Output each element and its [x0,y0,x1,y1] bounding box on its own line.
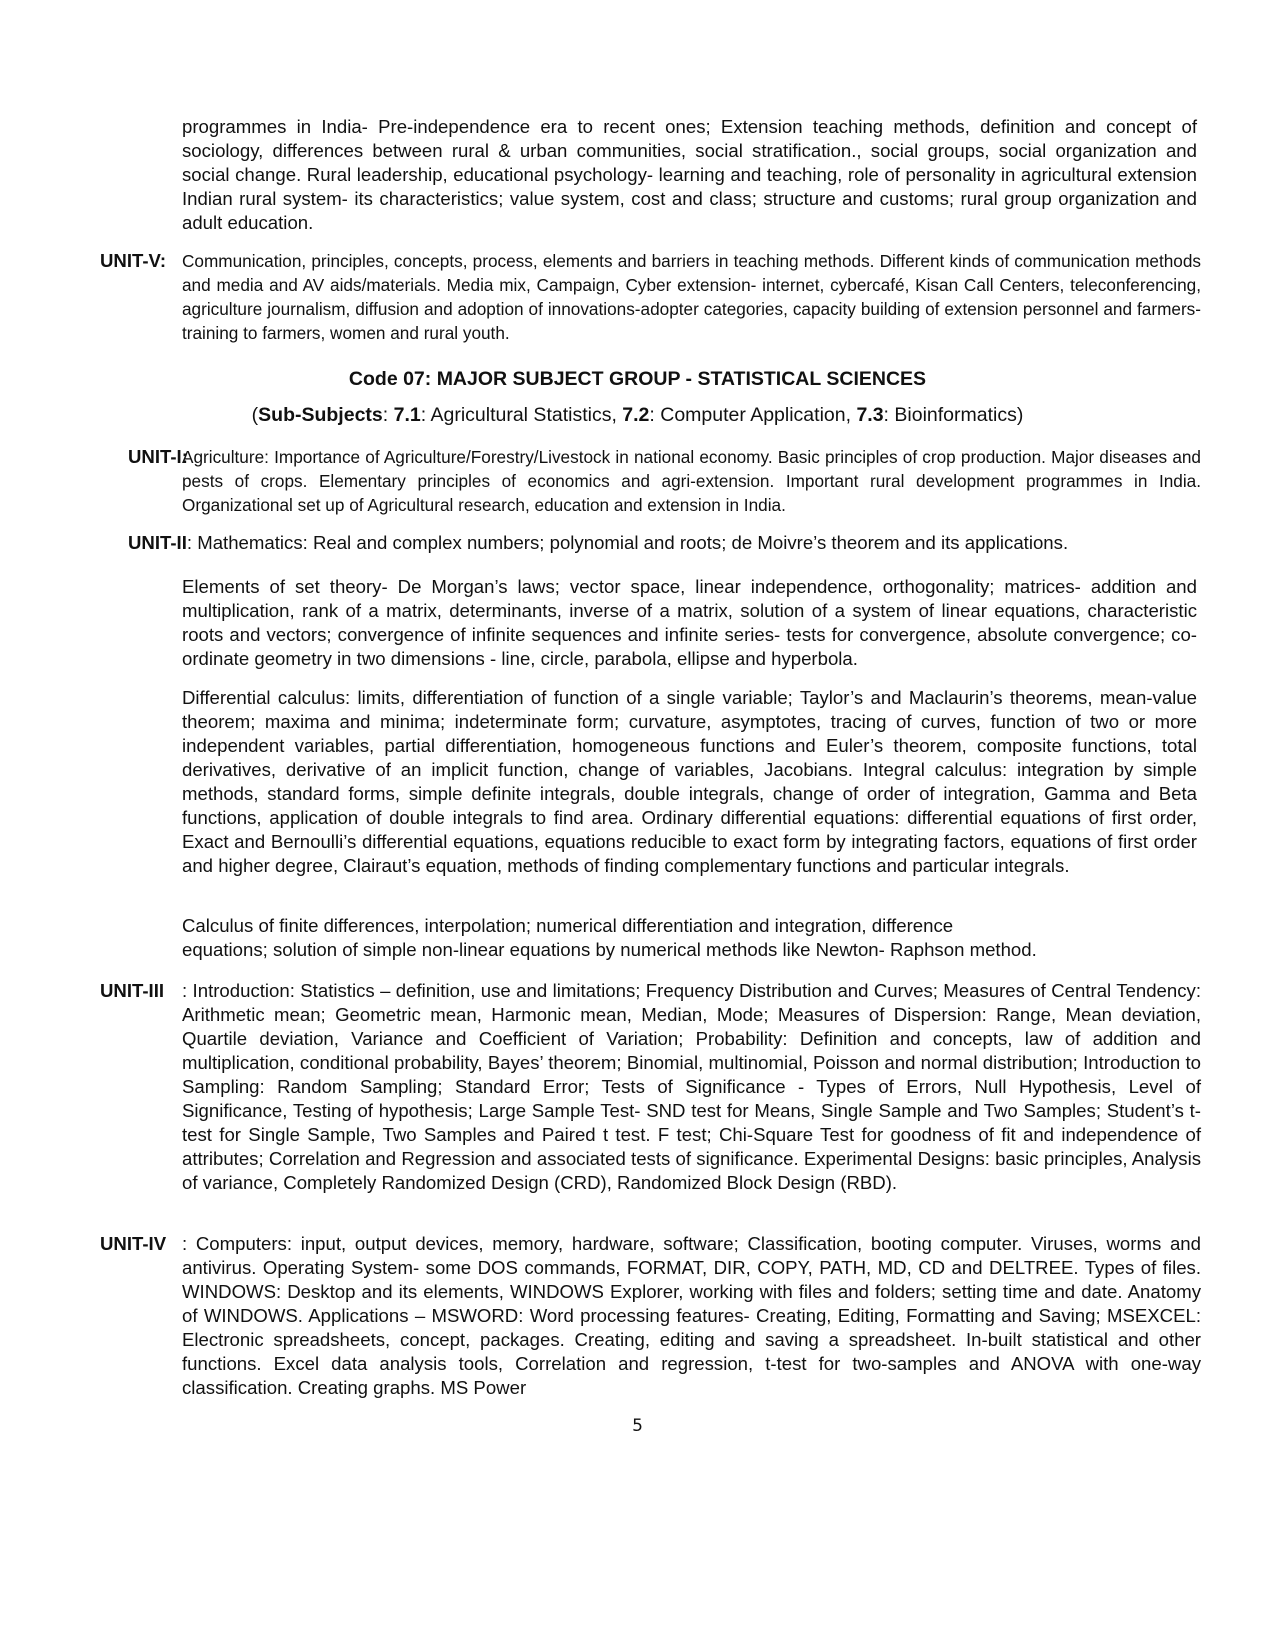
unit-ii-line [128,531,1201,555]
sub-subjects-label: Sub-Subjects [258,404,383,426]
unit-iii-block [100,979,1201,1195]
sub-subject-name-2: : Computer Application, [649,404,857,426]
unit-ii-paragraph-2: Differential calculus: limits, differentiation of function of a single variable; Taylor’s and Maclaurin’s theorems, mean-value theorem; maxima and minima; indeterminate form; curvature, asymptotes, tracing of curves, function of two or more independent variables, partial differentiation, homogeneous functions and Euler’s theorem, composite functions, total derivatives, derivative of an implicit function, change of variables, Jacobians. Integral calculus: integration by simple methods, standard forms, simple definite integrals, double integrals, change of order of integration, Gamma and Beta functions, application of double integrals to find area. Ordinary differential equations: differential equations of first order, Exact and Bernoulli’s differential equations, equations reducible to exact form by integrating factors, equations of first order and higher degree, Clairaut’s equation, methods of finding complementary functions and particular integrals. [182,687,1197,876]
unit-v-block [100,249,1201,345]
sub-subject-name-1: : Agricultural Statistics, [420,404,623,426]
sub-subject-name-3: : Bioinformatics) [883,404,1024,426]
sub-subject-code-3: 7.3 [856,404,884,426]
unit-iii-text: : Introduction: Statistics – definition, use and limitations; Frequency Distribution and Curves; Measures of Central Tendency: Arithmetic mean; Geometric mean, Harmonic mean, Median, Mode; Measures of Dispersion: Range, Mean deviation, Quartile deviation, Variance and Coefficient of Variation; Probability: Definition and concepts, law of addition and multiplication, conditional probability, Bayes’ theorem; Binomial, multinomial, Poisson and normal distribution; Introduction to Sampling: Random Sampling; Standard Error; Tests of Significance - Types of Errors, Null Hypothesis, Level of Significance, Testing of hypothesis; Large Sample Test- SND test for Means, Single Sample and Two Samples; Student’s t-test for Single Sample, Two Samples and Paired t test. F test; Chi-Square Test for goodness of fit and independence of attributes; Correlation and Regression and associated tests of significance. Experimental Designs: basic principles, Analysis of variance, Completely Randomized Design (CRD), Randomized Block Design (RBD). [182,980,1201,1193]
unit-i-block [128,445,1201,517]
unit-i-label: UNIT-I: [128,446,188,467]
unit-ii-label: UNIT-II [128,532,187,553]
unit-i-text: Agriculture: Importance of Agriculture/Forestry/Livestock in national economy. Basic principles of crop production. Major diseases and pests of crops. Elementary principles of economics and agri-extension. Important rural development programmes in India. Organizational set up of Agricultural research, education and extension in India. [182,447,1201,515]
unit-iv-text: : Computers: input, output devices, memory, hardware, software; Classification, booting computer. Viruses, worms and antivirus. Operating System- some DOS commands, FORMAT, DIR, COPY, PATH, MD, CD and DELTREE. Types of files. WINDOWS: Desktop and its elements, WINDOWS Explorer, working with files and folders; setting time and date. Anatomy of WINDOWS. Applications – MSWORD: Word processing features- Creating, Editing, Formatting and Saving; MSEXCEL: Electronic spreadsheets, concept, packages. Creating, editing and saving a spreadsheet. In-built statistical and other functions. Excel data analysis tools, Correlation and regression, t-test for two-samples and ANOVA with one-way classification. Creating graphs. MS Power [182,1233,1201,1398]
unit-ii-paragraph-1: Elements of set theory- De Morgan’s laws; vector space, linear independence, orthogonality; matrices- addition and multiplication, rank of a matrix, determinants, inverse of a matrix, solution of a system of linear equations, characteristic roots and vectors; convergence of infinite sequences and infinite series- tests for convergence, absolute convergence; co-ordinate geometry in two dimensions - line, circle, parabola, ellipse and hyperbola. [182,576,1197,669]
section-heading: Code 07: MAJOR SUBJECT GROUP - STATISTICAL SCIENCES [348,368,927,390]
unit-iv-label: UNIT-IV [100,1233,167,1254]
sub-subject-code-1: 7.1 [393,404,421,426]
page-number: 5 [632,1416,643,1436]
intro-paragraph: programmes in India- Pre-independence era to recent ones; Extension teaching methods, definition and concept of sociology, differences between rural & urban communities, social stratification., social groups, social organization and social change. Rural leadership, educational psychology- learning and teaching, role of personality in agricultural extension Indian rural system- its characteristics; value system, cost and class; structure and customs; rural group organization and adult education. [182,116,1197,233]
sub-subjects-open: ( [251,404,259,426]
unit-v-text: Communication, principles, concepts, process, elements and barriers in teaching methods. Different kinds of communication methods and media and AV aids/materials. Media mix, Campaign, Cyber extension- internet, cybercafé, Kisan Call Centers, teleconferencing, agriculture journalism, diffusion and adoption of innovations-adopter categories, capacity building of extension personnel and farmers- training to farmers, women and rural youth. [182,251,1201,343]
unit-iii-label: UNIT-III [100,980,165,1001]
unit-v-label: UNIT-V: [100,250,167,271]
sub-subjects-line [0,403,1275,427]
unit-iv-block [100,1232,1201,1400]
unit-ii-text: : Mathematics: Real and complex numbers; polynomial and roots; de Moivre’s theorem and its applications. [186,532,1069,553]
unit-ii-paragraph-3-line-1: Calculus of finite differences, interpolation; numerical differentiation and integration, difference [182,915,954,936]
unit-ii-paragraph-3 [182,914,1197,962]
sub-subjects-colon: : [382,404,394,426]
unit-ii-paragraph-3-line-2: equations; solution of simple non-linear equations by numerical methods like Newton- Raphson method. [182,939,1037,960]
sub-subject-code-2: 7.2 [622,404,650,426]
